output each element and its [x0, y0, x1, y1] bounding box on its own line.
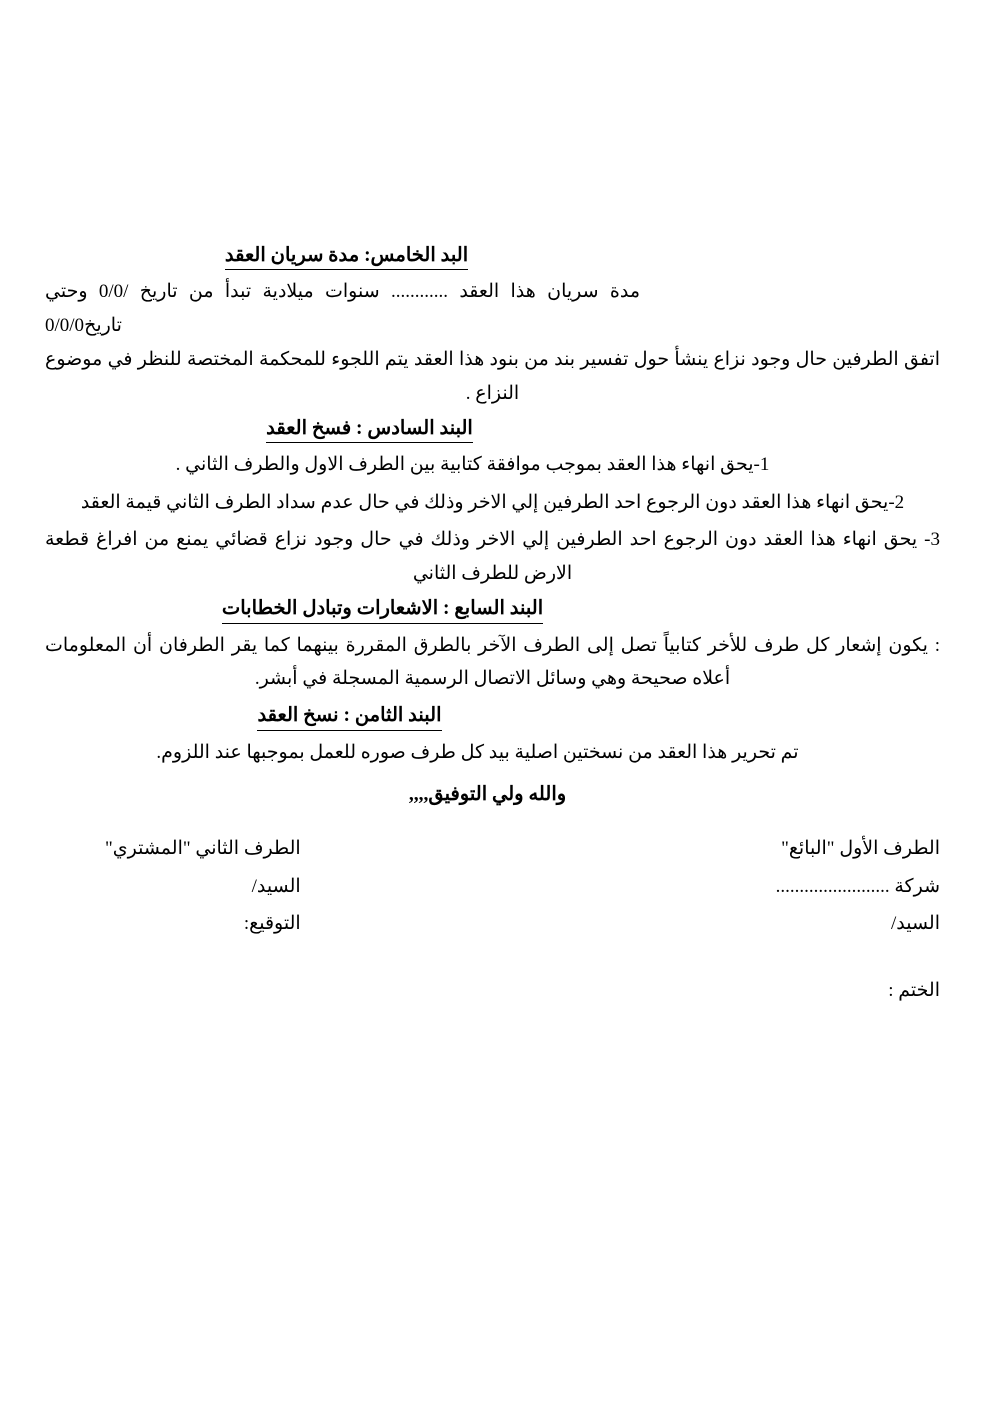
section-seven-body: : يكون إشعار كل طرف للأخر كتابياً تصل إلى الطرف الآخر بالطرق المقررة بينهما كما يقر الطرفان أن المعلومات أعلاه صحيحة وهي وسائل الاتصال الرسمية المسجلة في أبشر.	[45, 634, 940, 689]
signature-block	[45, 830, 940, 1000]
second-party-name: السيد/	[251, 875, 301, 897]
first-party-company: شركة ........................	[775, 875, 940, 897]
section-five-line-1: مدة سريان هذا العقد ............ سنوات ميلادية تبدأ من تاريخ /0/0 وحتي تاريخ0/0/0	[45, 281, 640, 336]
first-party-spacer	[776, 942, 940, 972]
section-six-item-1: 1-يحق انهاء هذا العقد بموجب موافقة كتابية بين الطرف الاول والطرف الثاني .	[175, 454, 770, 476]
section-eight-body: تم تحرير هذا العقد من نسختين اصلية بيد كل طرف صوره للعمل بموجبها عند اللزوم.	[156, 741, 799, 763]
section-eight-heading-text: البند الثامن : نسخ العقد	[257, 703, 441, 730]
section-eight-heading	[45, 703, 940, 730]
section-six-item-3: 3- يحق انهاء هذا العقد دون الرجوع احد الطرفين إلي الاخر وذلك في حال وجود نزاع قضائي يمنع من افراغ قطعة الارض للطرف الثاني	[45, 529, 940, 584]
first-party-column	[776, 830, 940, 1008]
section-six-heading-text: البند السادس : فسخ العقد	[266, 416, 473, 443]
section-seven-heading	[45, 596, 940, 623]
section-five-heading	[45, 243, 940, 270]
second-party-signature: التوقيع:	[243, 912, 301, 934]
first-party-stamp: الختم :	[888, 979, 940, 1001]
section-six-heading	[45, 416, 940, 443]
first-party-title: الطرف الأول "البائع"	[781, 838, 940, 860]
second-party-column	[105, 830, 301, 941]
section-six-item-2: 2-يحق انهاء هذا العقد دون الرجوع احد الطرفين إلي الاخر وذلك في حال عدم سداد الطرف الثاني قيمة العقد	[80, 491, 905, 513]
first-party-name: السيد/	[890, 912, 940, 934]
section-five-line-2: اتفق الطرفين حال وجود نزاع ينشأ حول تفسير بند من بنود هذا العقد يتم اللجوء للمحكمة المختصة للنظر في موضوع النزاع .	[45, 349, 940, 404]
section-five-heading-text: البد الخامس: مدة سريان العقد	[225, 243, 468, 270]
second-party-title: الطرف الثاني "المشتري"	[105, 838, 301, 860]
section-seven-heading-text: البند السابع : الاشعارات وتبادل الخطابات	[222, 596, 543, 623]
document-body	[45, 243, 940, 1000]
closing-line: والله ولي التوفيق,,,,	[408, 784, 567, 806]
